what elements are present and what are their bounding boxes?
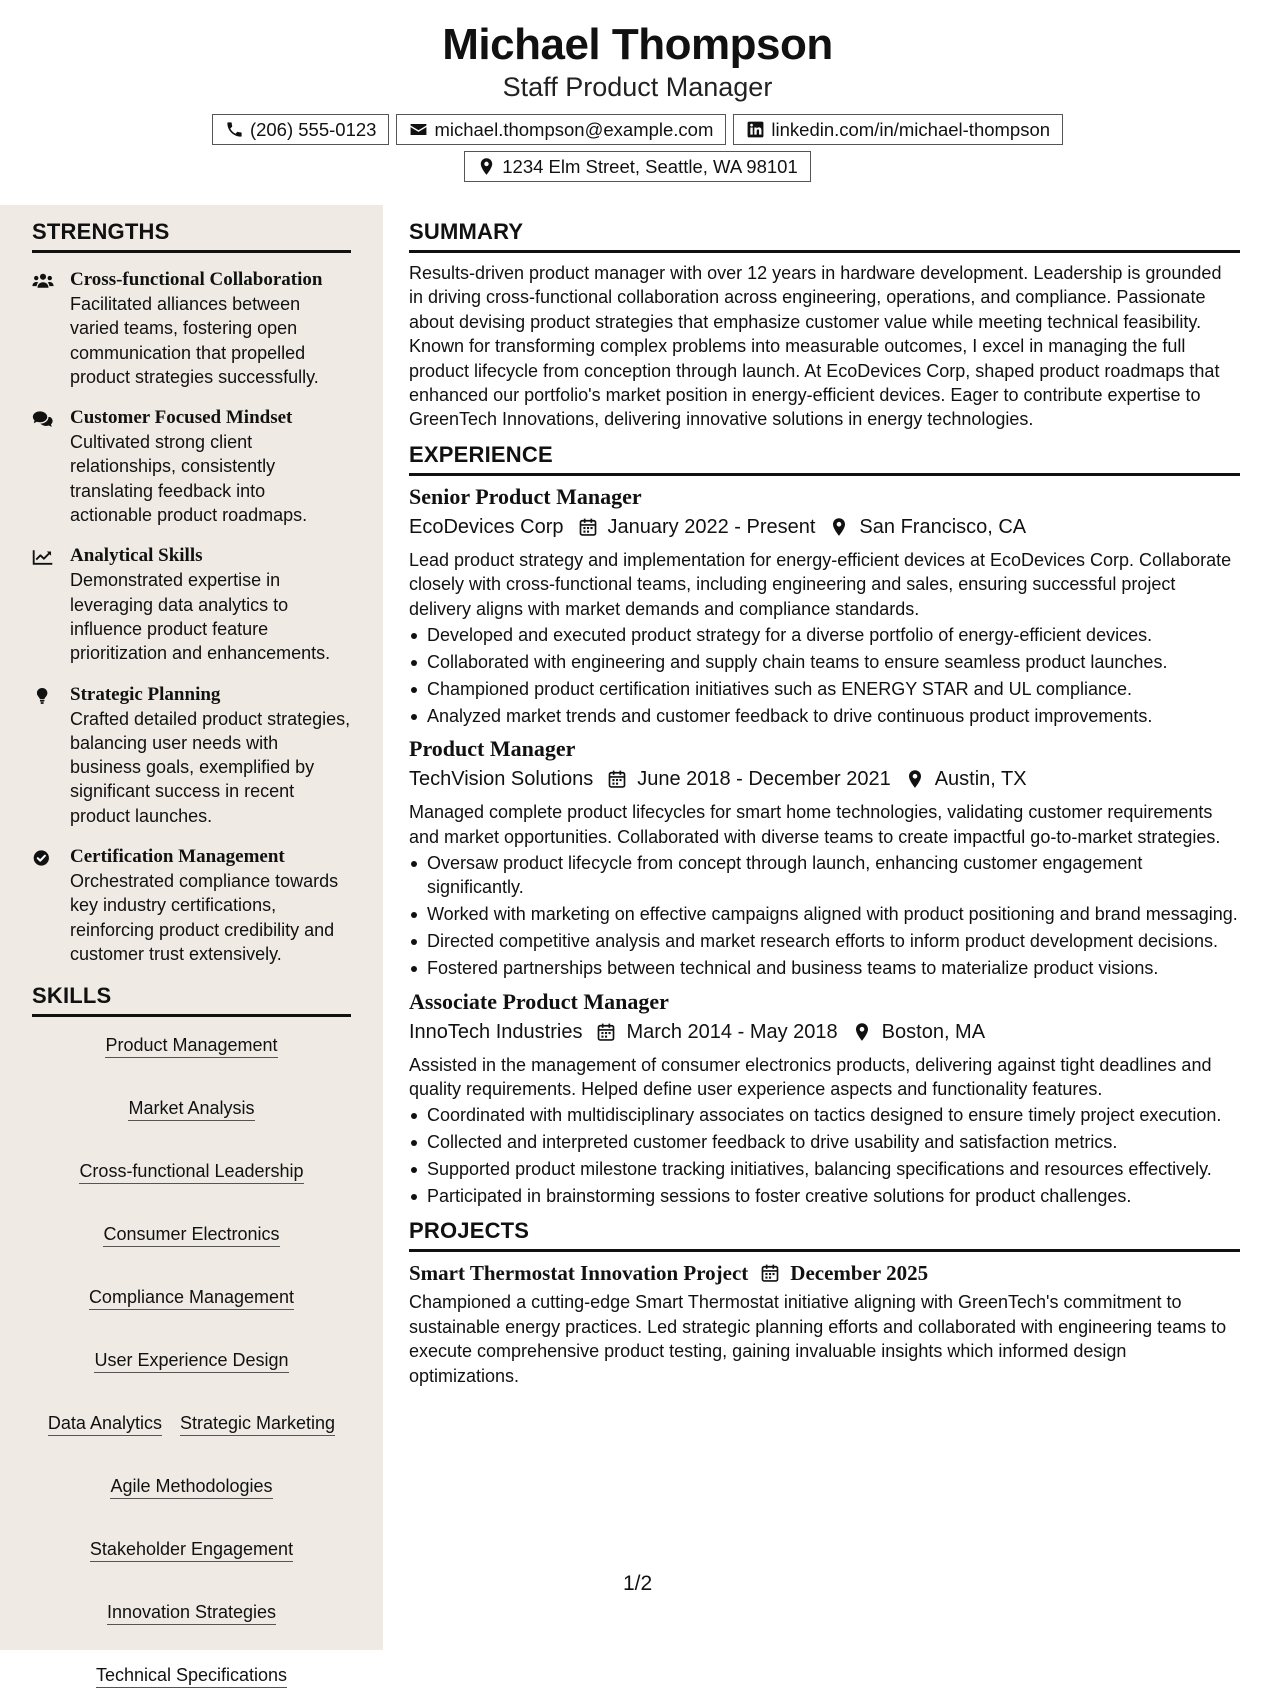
strength-name: Cross-functional Collaboration (70, 269, 323, 290)
job-description: Managed complete product lifecycles for smart home technologies, validating customer requirements and market opportunities. Collaborated with diverse teams to create impactful go-to-market strategies. (409, 802, 1221, 847)
strength-item (32, 544, 351, 665)
project-description: Championed a cutting-edge Smart Thermostat initiative aligning with GreenTech's commitment to sustainable energy practices. Led strategic planning efforts and collaborated with engineering teams to execute comprehensive product testing, gaining invaluable insights which informed design optimizations. (409, 1292, 1227, 1386)
strength-name: Customer Focused Mindset (70, 407, 293, 429)
projects-title: PROJECTS (409, 1218, 1240, 1252)
skill-tag: Innovation Strategies (107, 1600, 276, 1625)
strength-desc: Facilitated alliances between varied teams, fostering open communication that propelled product strategies successfully. (70, 294, 319, 387)
skills-list (32, 1033, 351, 1688)
calendar-icon (578, 517, 598, 537)
skills-title: SKILLS (32, 983, 351, 1017)
job-entry (409, 987, 1240, 1209)
skill-tag: Compliance Management (89, 1285, 294, 1310)
job-title: Associate Product Manager (409, 988, 669, 1014)
map-pin-icon (829, 517, 849, 537)
users-icon (32, 271, 54, 291)
project-header (409, 1258, 1240, 1288)
candidate-title: Staff Product Manager (502, 72, 773, 102)
strength-name: Analytical Skills (70, 545, 203, 567)
email-chip[interactable] (396, 114, 726, 145)
linkedin-text: linkedin.com/in/michael-thompson (771, 118, 1051, 140)
lightbulb-icon (32, 686, 54, 706)
job-bullet: Worked with marketing on effective campaigns aligned with product positioning and brand messaging. (409, 902, 1240, 926)
job-dates: June 2018 - December 2021 (637, 768, 891, 791)
job-bullet: Championed product certification initiatives such as ENERGY STAR and UL compliance. (409, 677, 1240, 701)
job-bullet: Collected and interpreted customer feedback to drive usability and satisfaction metrics. (409, 1130, 1240, 1154)
job-bullet: Analyzed market trends and customer feedback to drive continuous product improvements. (409, 704, 1240, 728)
skill-tag: Agile Methodologies (110, 1474, 272, 1499)
address-text: 1234 Elm Street, Seattle, WA 98101 (502, 155, 798, 177)
page-number: 1/2 (623, 1572, 653, 1595)
job-bullets (409, 623, 1240, 728)
chart-line-icon (32, 547, 54, 567)
job-meta (409, 512, 1240, 542)
job-bullet: Fostered partnerships between technical and business teams to materialize product visions. (409, 956, 1240, 980)
contact-row (0, 114, 1275, 145)
skill-tag: Data Analytics (48, 1411, 162, 1436)
strength-item (32, 683, 351, 828)
strength-name: Certification Management (70, 846, 285, 868)
skill-tag: User Experience Design (94, 1348, 288, 1373)
job-bullet: Participated in brainstorming sessions to foster creative solutions for product challenges. (409, 1184, 1240, 1208)
job-bullet: Coordinated with multidisciplinary associates on tactics designed to ensure timely project execution. (409, 1103, 1240, 1127)
job-bullets (409, 1103, 1240, 1208)
strengths-list (32, 268, 351, 966)
strength-desc: Orchestrated compliance towards key industry certifications, reinforcing product credibility and customer trust extensively. (70, 871, 339, 964)
job-meta (409, 764, 1240, 794)
job-location: Austin, TX (934, 768, 1027, 791)
job-bullet: Supported product milestone tracking initiatives, balancing specifications and resources effectively. (409, 1157, 1240, 1181)
email-text: michael.thompson@example.com (434, 118, 714, 140)
job-company: EcoDevices Corp (409, 515, 564, 538)
job-bullet: Directed competitive analysis and market research efforts to inform product development decisions. (409, 929, 1240, 953)
calendar-icon (607, 769, 627, 789)
strength-desc: Demonstrated expertise in leveraging data analytics to influence product feature prioritization and enhancements. (70, 570, 331, 664)
check-circle-icon (32, 848, 54, 868)
linkedin-icon (746, 120, 765, 139)
skill-tag: Technical Specifications (96, 1663, 287, 1688)
job-bullet: Collaborated with engineering and supply chain teams to ensure seamless product launches. (409, 650, 1240, 674)
job-bullet: Oversaw product lifecycle from concept through launch, enhancing customer engagement significantly. (409, 851, 1240, 900)
candidate-name: Michael Thompson (442, 20, 833, 69)
skill-tag: Strategic Marketing (180, 1411, 335, 1436)
job-bullet: Developed and executed product strategy for a diverse portfolio of energy-efficient devices. (409, 623, 1240, 647)
skill-tag: Stakeholder Engagement (90, 1537, 293, 1562)
comments-icon (32, 409, 54, 429)
address-chip[interactable] (464, 151, 811, 182)
project-date: December 2025 (790, 1261, 929, 1286)
job-title: Product Manager (409, 736, 576, 762)
job-company: InnoTech Industries (409, 1020, 583, 1043)
strengths-title: STRENGTHS (32, 219, 351, 253)
job-description: Assisted in the management of consumer electronics products, delivering against tight deadlines and quality requirements. Helped define user experience aspects and functionality features. (409, 1054, 1212, 1099)
job-entry (409, 734, 1240, 980)
strength-item (32, 406, 351, 527)
phone-text: (206) 555-0123 (249, 118, 377, 140)
project-name: Smart Thermostat Innovation Project (409, 1261, 749, 1286)
sidebar (0, 205, 383, 1686)
job-title: Senior Product Manager (409, 483, 642, 509)
map-pin-icon (477, 157, 496, 176)
main-content (409, 219, 1240, 1388)
resume-header (0, 0, 1275, 205)
job-location: Boston, MA (881, 1020, 986, 1043)
strength-desc: Cultivated strong client relationships, consistently translating feedback into actionable product roadmaps. (70, 432, 308, 526)
skill-tag: Consumer Electronics (103, 1222, 279, 1247)
strength-item (32, 268, 351, 389)
contact-row-address (0, 151, 1275, 182)
skill-tag: Cross-functional Leadership (79, 1159, 303, 1184)
job-entry (409, 482, 1240, 728)
experience-title: EXPERIENCE (409, 442, 1240, 476)
job-dates: March 2014 - May 2018 (626, 1020, 838, 1043)
strength-item (32, 845, 351, 966)
job-location: San Francisco, CA (859, 515, 1027, 538)
phone-chip[interactable] (212, 114, 390, 145)
calendar-icon (760, 1263, 780, 1283)
job-meta (409, 1017, 1240, 1047)
map-pin-icon (852, 1022, 872, 1042)
phone-icon (225, 120, 244, 139)
summary-title: SUMMARY (409, 219, 1240, 253)
calendar-icon (596, 1022, 616, 1042)
job-description: Lead product strategy and implementation for energy-efficient devices at EcoDevices Corp. Collaborate closely with cross-functional teams, including engineering and sales, ensuring successful project delivery aligns with market demands and compliance standards. (409, 549, 1232, 619)
envelope-icon (409, 120, 428, 139)
job-bullets (409, 851, 1240, 981)
skill-tag: Market Analysis (128, 1096, 254, 1121)
job-company: TechVision Solutions (409, 768, 594, 791)
strength-name: Strategic Planning (70, 683, 221, 705)
skill-tag: Product Management (105, 1033, 277, 1058)
job-dates: January 2022 - Present (607, 515, 816, 538)
strength-desc: Crafted detailed product strategies, balancing user needs with business goals, exemplified by significant success in recent product launches. (70, 708, 351, 826)
summary-text: Results-driven product manager with over 12 years in hardware development. Leadership is grounded in driving cross-functional collaboration across engineering, operations, and compliance. Passionate about devising product strategies that emphasize customer value while meeting technical feasibility. Known for transforming complex problems into measurable outcomes, I excel in managing the full product lifecycle from conception through launch. At EcoDevices Corp, shaped product roadmaps that enhanced our portfolio's market position in energy-efficient devices. Eager to contribute expertise to GreenTech Innovations, delivering innovative solutions in energy technologies. (409, 263, 1222, 430)
map-pin-icon (905, 769, 925, 789)
linkedin-chip[interactable] (733, 114, 1063, 145)
